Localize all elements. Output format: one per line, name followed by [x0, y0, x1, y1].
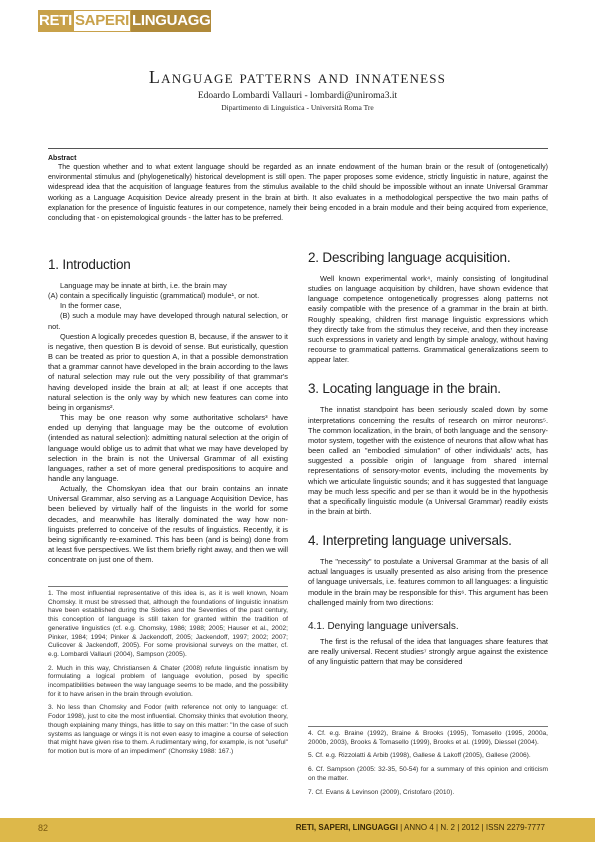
- logo-saperi: SAPERI: [73, 10, 131, 32]
- paragraph: Language may be innate at birth, i.e. the brain may: [60, 281, 227, 290]
- paragraph: The first is the refusal of the idea that languages share features that are really universal. Recent studies⁷ strongly argue against the existence of any linguistic pattern that may be considered: [308, 636, 548, 667]
- section-heading-universals: 4. Interpreting language universals.: [308, 533, 512, 549]
- footnote: 6. Cf. Sampson (2005: 32-35, 50-54) for a summary of this opinion and criticism on the matter.: [308, 766, 548, 782]
- journal-name: RETI, SAPERI, LINGUAGGI: [295, 823, 398, 832]
- footnotes-right: [308, 730, 548, 802]
- section-heading-introduction: 1. Introduction: [48, 257, 131, 272]
- paper-title: Language patterns and innateness: [148, 67, 447, 87]
- right-column: [308, 250, 548, 667]
- footnote-divider: [308, 726, 548, 727]
- page-footer: [0, 818, 595, 842]
- paragraph: The "necessity" to postulate a Universal Grammar at the basis of all actual languages is usually presented as also arising from the presence of language universals, i.e. features common to all languages: a linguistic module in the brain may be responsible for this⁶. This argument has been challenged mainly from two directions:: [308, 557, 548, 607]
- paragraph: In the former case,: [60, 301, 122, 311]
- affiliation: Dipartimento di Linguistica - Università Roma Tre: [221, 103, 374, 112]
- journal-logo: [38, 10, 211, 32]
- paragraph: Question A logically precedes question B, because, if the answer to it is negative, then question B is devoid of sense. But euristically, question B can be treated as prior to question A, in that a possible demonstration that a grammar cannot have developed in the brain according to the laws of natural selection may rule out the very possibility of that grammar's having developed inside the brain at all; at least if one accepts that natural selection is the only way by which new features can come into being in organisms².: [48, 331, 288, 412]
- paragraph: The innatist standpoint has been seriously scaled down by some interpretations concerning the results of research on mirror neurons⁵. The common localization, in the brain, of both language and the sensory-motor system, together with the existence of neurons that allow what has been called an "embodied simulation" of other individuals' acts, has suggested a possible origin of language from shared internal representations of sensory-motor events, including the movements by which we articulate linguistic sounds; and it has suggested that language may be much less specific and per se than it would be in the hypothesis that a specifically linguistic module (a Universal Grammar) readily exists in the brain at birth.: [308, 405, 548, 516]
- paragraph: (B) such a module may have developed through natural selection, or not.: [48, 311, 288, 331]
- footnote: 2. Much in this way, Christiansen & Chater (2008) refute linguistic innatism by formulating a logical problem of language evolution, posed by specific incompatibilities between the way language seems to be made, and the possibility for it to have arisen in the brain through evolution.: [48, 664, 288, 698]
- logo-linguaggi: LINGUAGG: [131, 10, 211, 32]
- abstract-heading: Abstract: [48, 155, 77, 162]
- author-line: Edoardo Lombardi Vallauri - lombardi@uniroma3.it: [197, 91, 398, 101]
- abstract-text: The question whether and to what extent language should be regarded as an innate endowment of the human brain or the result of (ontogenetically) environmental stimulus and (phylogenetically) historical development is still open. The paper proposes some evidence, strictly linguistic in nature, against the widespread idea that the acquisition of language features from the stimulus available to the child should be impossible without an innate Universal Grammar working as a Language Acquisition Device already present in the brain at birth. It also evaluates in a methodological perspective the two main paths of explanation for the presence of linguistic features in our competence, namely their being encoded in a brain module and their being acquired from experience, concluding that - on epistemological grounds - the latter has to be preferred.: [48, 164, 548, 223]
- paragraph: (A) contain a specifically linguistic (grammatical) module¹, or not.: [48, 291, 260, 301]
- footnote: 4. Cf. e.g. Braine (1992), Braine & Brooks (1995), Tomasello (1995, 2000a, 2000b, 2003), Brooks & Tomasello (1999), Brooks et al. (1999), Diessel (2004).: [308, 730, 548, 746]
- footnote-divider: [48, 586, 288, 587]
- journal-issue: | ANNO 4 | N. 2 | 2012 | ISSN 2279-7777: [397, 823, 545, 832]
- paragraph: Well known experimental work⁴, mainly consisting of longitudinal studies on language acquisition by children, have shown evidence that language competence ontogenetically progresses along patterns not easily compatible with the presence of a grammar in the brain at birth. Roughly speaking, children first manage linguistic expressions which they directly take from the stimulus they receive, and then they increase such expressions in variety and length by simple analogy, without having recourse to grammatical patterns. Grammatical generalizations seem to appear later.: [308, 274, 548, 365]
- footnotes-left: [48, 590, 288, 762]
- footnote: 1. The most influential representative of this idea is, as it is well known, Noam Chomsky. It must be stressed that, although the foundations of linguistic innatism have been established during the Sixties and the Seventies of the past century, this conception of language is still taken for granted within the tradition of generative linguistics (cf. e.g. Chomsky, 1986; 1988; 2005; Hauser et al., 2002; Pinker, 1984; 1994; Pinker & Jackendoff, 2005; Jackendoff, 1997; 2002; 2007; Culicover & Jackendoff, 2005). For some provisional surveys on the matter, cf. e.g. Lombardi Vallauri (2004), Sampson (2005).: [48, 590, 288, 658]
- left-column: [48, 257, 288, 565]
- section-heading-acquisition: 2. Describing language acquisition.: [308, 250, 511, 265]
- paragraph: This may be one reason why some authoritative scholars³ have ended up denying that language may be the outcome of evolution (intended as natural selection): admitting natural selection at the origin of language would oblige us to admit that what we may have developed by selection in the brain is not the Universal Grammar of all existing languages, rather a set of more general predispositions to acquire and handle any language.: [48, 413, 288, 483]
- journal-info: [296, 823, 545, 832]
- abstract-block: [48, 148, 548, 224]
- subsection-heading-denying: 4.1. Denying language universals.: [308, 620, 459, 632]
- footnote: 5. Cf. e.g. Rizzolatti & Arbib (1998), Gallese & Lakoff (2005), Gallese (2006).: [308, 752, 531, 760]
- page-number: 82: [38, 823, 49, 833]
- footnote: 3. No less than Chomsky and Fodor (with reference not only to language: cf. Fodor 1998), just to cite the most influential. Chomsky thinks that evolution theory, though explaining many things, has little to say on this matter: "In the case of such systems as language or wings it is not even easy to imagine a course of selection that might have given rise to them. A rudimentary wing, for example, is not "useful" for motion but is more of an impediment" (Chomsky 1988: 167.): [48, 704, 288, 755]
- paragraph: Actually, the Chomskyan idea that our brain contains an innate Universal Grammar, also serving as a Language Acquisition Device, has been believed by virtually half of the linguists in the world for some decades, and meanwhile has literally dominated the way how non-linguists preferred to conceive of the results of linguistics. Recently, it is being significantly re-examined. This has been (and is being) done from at least five perspectives. We list them briefly right away, and then we will concentrate on just one of them.: [48, 484, 288, 565]
- logo-reti: RETI: [38, 10, 73, 32]
- footnote: 7. Cf. Evans & Levinson (2009), Cristofaro (2010).: [308, 788, 455, 796]
- section-heading-brain: 3. Locating language in the brain.: [308, 381, 501, 397]
